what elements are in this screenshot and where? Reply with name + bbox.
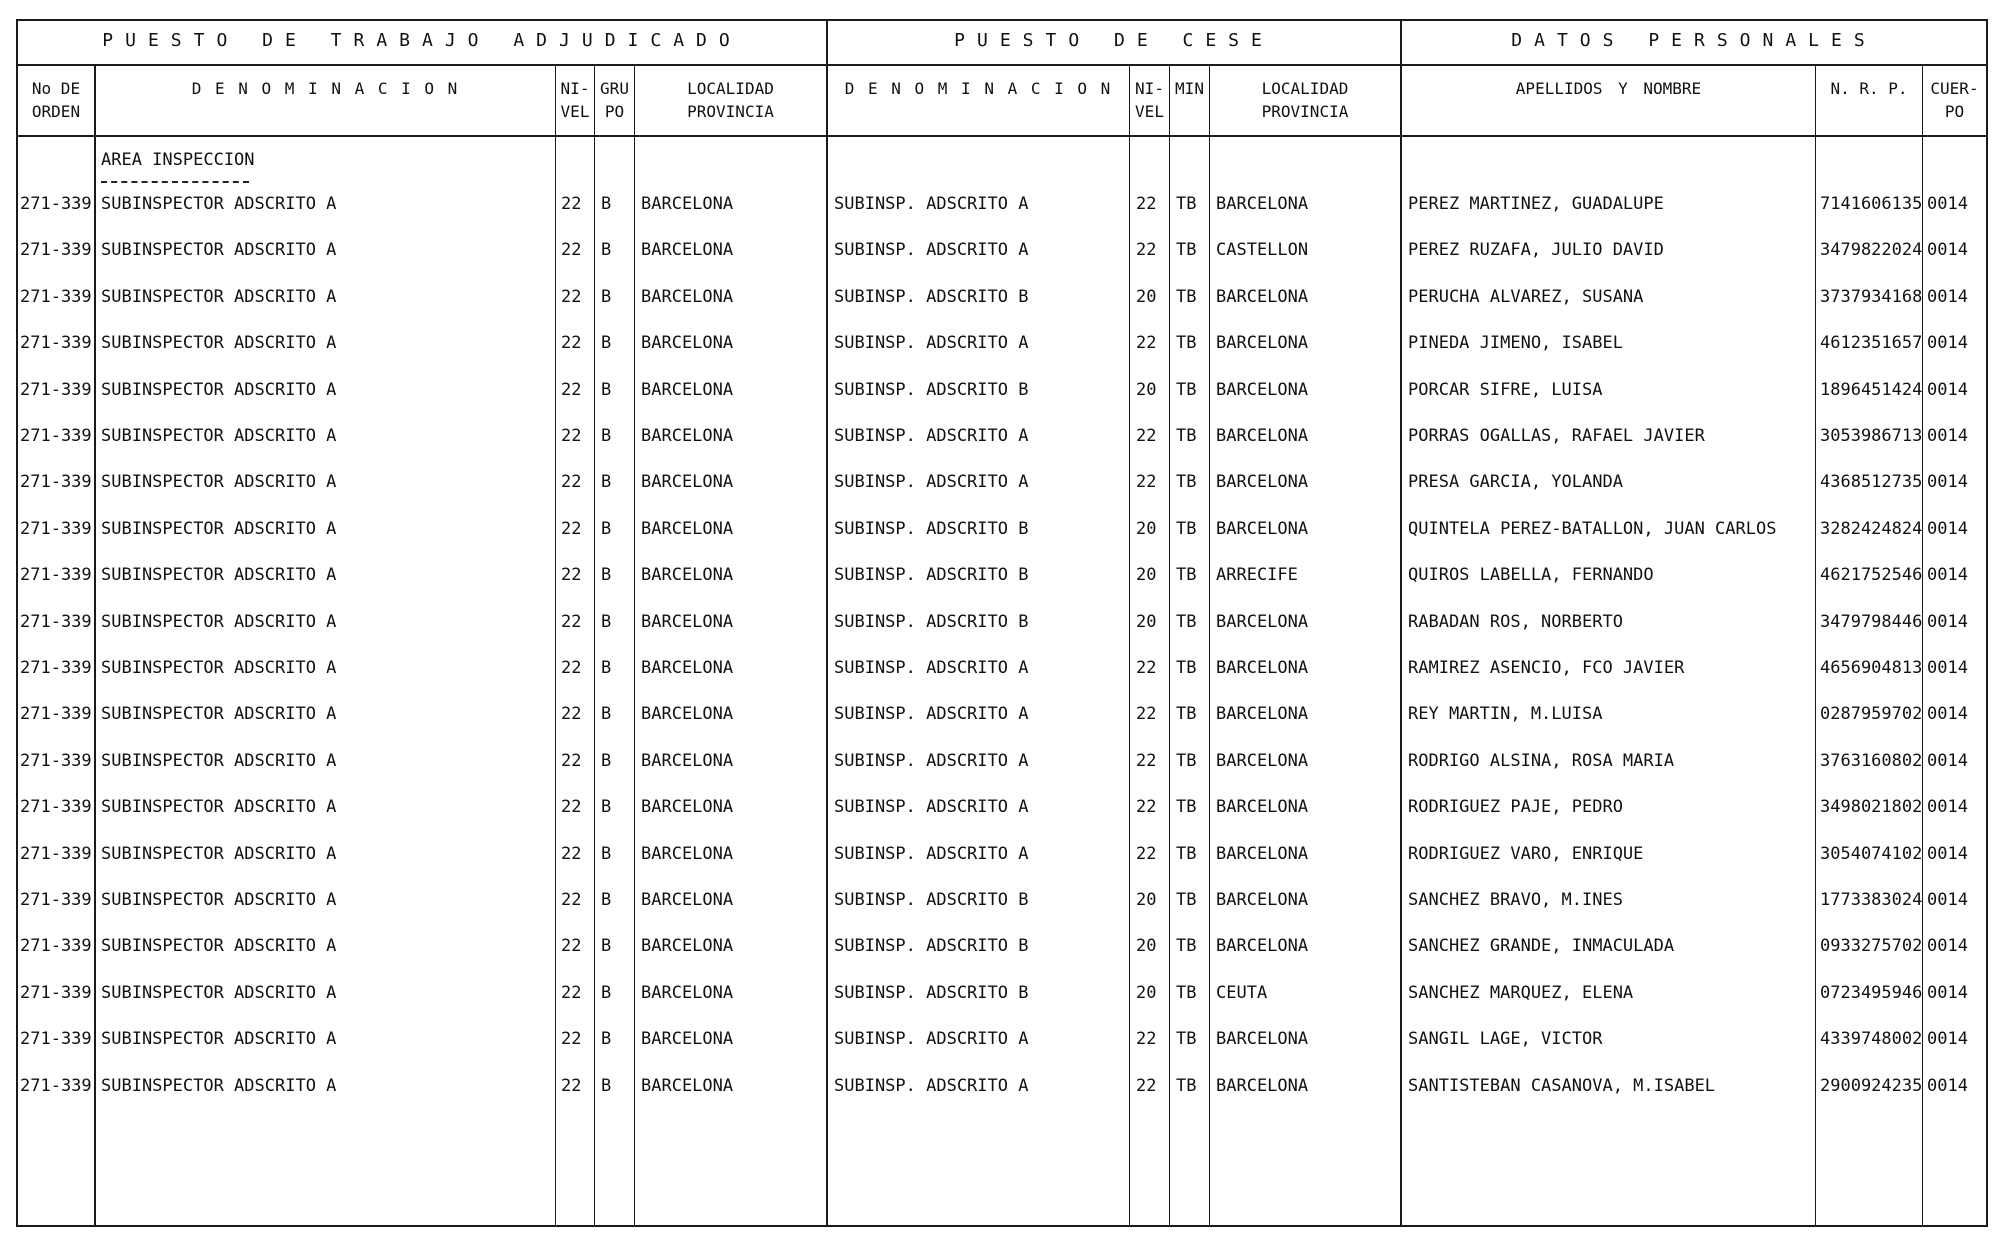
cell-nombre: PORCAR SIFRE, LUISA xyxy=(1408,380,1603,400)
cell-localidad: BARCELONA xyxy=(641,194,734,214)
cell-denominacion: SUBINSPECTOR ADSCRITO A xyxy=(101,472,337,492)
column-header-divider xyxy=(16,135,1988,137)
cell-localidad-cese: BARCELONA xyxy=(1216,1029,1309,1049)
cell-orden: 271-339 xyxy=(20,612,92,632)
cell-min: TB xyxy=(1176,704,1197,724)
cell-denominacion: SUBINSPECTOR ADSCRITO A xyxy=(101,890,337,910)
header-localidad-adjudicado-line2: PROVINCIA xyxy=(687,102,774,121)
cell-nivel: 22 xyxy=(561,380,582,400)
cell-nivel: 22 xyxy=(561,333,582,353)
header-nrp: N. R. P. xyxy=(1830,79,1908,98)
cell-nivel-cese: 20 xyxy=(1136,890,1157,910)
cell-grupo: B xyxy=(601,983,612,1003)
cell-orden: 271-339 xyxy=(20,844,92,864)
cell-min: TB xyxy=(1176,287,1197,307)
cell-nombre: SANCHEZ GRANDE, INMACULADA xyxy=(1408,936,1675,956)
cell-nrp: 3498021802 xyxy=(1820,797,1923,817)
cell-cuerpo: 0014 xyxy=(1927,797,1968,817)
cell-nombre: PRESA GARCIA, YOLANDA xyxy=(1408,472,1623,492)
cell-localidad: BARCELONA xyxy=(641,333,734,353)
cell-nombre: SANGIL LAGE, VICTOR xyxy=(1408,1029,1603,1049)
col-divider-group-personales xyxy=(1400,19,1402,1227)
cell-localidad: BARCELONA xyxy=(641,1076,734,1096)
cell-orden: 271-339 xyxy=(20,1029,92,1049)
header-localidad-cese-line2: PROVINCIA xyxy=(1261,102,1349,121)
cell-localidad-cese: BARCELONA xyxy=(1216,380,1309,400)
cell-nivel-cese: 20 xyxy=(1136,380,1157,400)
cell-nivel: 22 xyxy=(561,704,582,724)
header-grupo-line2: PO xyxy=(604,102,625,121)
cell-cuerpo: 0014 xyxy=(1927,983,1968,1003)
cell-nivel-cese: 22 xyxy=(1136,1029,1157,1049)
header-localidad-cese-line1: LOCALIDAD xyxy=(1261,79,1349,98)
cell-nivel-cese: 22 xyxy=(1136,658,1157,678)
cell-denominacion: SUBINSPECTOR ADSCRITO A xyxy=(101,565,337,585)
cell-nrp: 4339748002 xyxy=(1820,1029,1923,1049)
cell-min: TB xyxy=(1176,426,1197,446)
cell-localidad: BARCELONA xyxy=(641,936,734,956)
cell-min: TB xyxy=(1176,983,1197,1003)
cell-localidad: BARCELONA xyxy=(641,704,734,724)
group-header-adjudicado: PUESTO DE TRABAJO ADJUDICADO xyxy=(102,30,742,51)
cell-nivel: 22 xyxy=(561,612,582,632)
cell-nombre: PEREZ RUZAFA, JULIO DAVID xyxy=(1408,240,1664,260)
header-cuerpo-line2: PO xyxy=(1944,102,1965,121)
cell-nivel-cese: 20 xyxy=(1136,983,1157,1003)
cell-localidad: BARCELONA xyxy=(641,565,734,585)
cell-nivel-cese: 22 xyxy=(1136,797,1157,817)
cell-orden: 271-339 xyxy=(20,936,92,956)
section-label-area: AREA INSPECCION xyxy=(101,150,255,170)
cell-cuerpo: 0014 xyxy=(1927,565,1968,585)
cell-localidad: BARCELONA xyxy=(641,380,734,400)
cell-localidad-cese: BARCELONA xyxy=(1216,751,1309,771)
cell-localidad-cese: BARCELONA xyxy=(1216,519,1309,539)
cell-min: TB xyxy=(1176,194,1197,214)
group-header-personales: DATOS PERSONALES xyxy=(1511,30,1877,51)
cell-localidad: BARCELONA xyxy=(641,240,734,260)
col-divider-orden xyxy=(94,64,96,1227)
cell-cuerpo: 0014 xyxy=(1927,751,1968,771)
header-no-orden-line1: No DE xyxy=(31,79,81,98)
cell-denominacion-cese: SUBINSP. ADSCRITO B xyxy=(834,287,1029,307)
col-divider-nivel-cese xyxy=(1169,64,1170,1227)
cell-orden: 271-339 xyxy=(20,658,92,678)
cell-denominacion-cese: SUBINSP. ADSCRITO B xyxy=(834,983,1029,1003)
cell-nivel-cese: 20 xyxy=(1136,612,1157,632)
cell-grupo: B xyxy=(601,844,612,864)
cell-orden: 271-339 xyxy=(20,333,92,353)
cell-localidad-cese: BARCELONA xyxy=(1216,194,1309,214)
cell-denominacion-cese: SUBINSP. ADSCRITO A xyxy=(834,751,1029,771)
cell-cuerpo: 0014 xyxy=(1927,380,1968,400)
cell-denominacion: SUBINSPECTOR ADSCRITO A xyxy=(101,751,337,771)
cell-grupo: B xyxy=(601,426,612,446)
cell-nivel: 22 xyxy=(561,472,582,492)
cell-denominacion-cese: SUBINSP. ADSCRITO B xyxy=(834,890,1029,910)
cell-min: TB xyxy=(1176,333,1197,353)
group-header-cese: PUESTO DE CESE xyxy=(954,30,1274,51)
cell-nivel: 22 xyxy=(561,240,582,260)
cell-localidad-cese: BARCELONA xyxy=(1216,936,1309,956)
cell-localidad: BARCELONA xyxy=(641,472,734,492)
header-denominacion-cese: D E N O M I N A C I O N xyxy=(844,79,1113,98)
cell-localidad: BARCELONA xyxy=(641,890,734,910)
cell-nrp: 0287959702 xyxy=(1820,704,1923,724)
cell-cuerpo: 0014 xyxy=(1927,240,1968,260)
cell-denominacion: SUBINSPECTOR ADSCRITO A xyxy=(101,426,337,446)
cell-nrp: 3054074102 xyxy=(1820,844,1923,864)
cell-grupo: B xyxy=(601,612,612,632)
cell-nrp: 3479798446 xyxy=(1820,612,1923,632)
cell-nivel-cese: 22 xyxy=(1136,1076,1157,1096)
cell-nombre: PERUCHA ALVAREZ, SUSANA xyxy=(1408,287,1644,307)
cell-min: TB xyxy=(1176,519,1197,539)
header-cuerpo-line1: CUER- xyxy=(1930,79,1979,98)
cell-cuerpo: 0014 xyxy=(1927,333,1968,353)
cell-min: TB xyxy=(1176,797,1197,817)
cell-denominacion: SUBINSPECTOR ADSCRITO A xyxy=(101,287,337,307)
cell-grupo: B xyxy=(601,380,612,400)
cell-denominacion: SUBINSPECTOR ADSCRITO A xyxy=(101,240,337,260)
cell-denominacion-cese: SUBINSP. ADSCRITO A xyxy=(834,472,1029,492)
cell-grupo: B xyxy=(601,333,612,353)
cell-nombre: RODRIGO ALSINA, ROSA MARIA xyxy=(1408,751,1675,771)
cell-nivel-cese: 22 xyxy=(1136,472,1157,492)
cell-denominacion: SUBINSPECTOR ADSCRITO A xyxy=(101,1076,337,1096)
cell-nivel-cese: 20 xyxy=(1136,936,1157,956)
cell-orden: 271-339 xyxy=(20,519,92,539)
cell-denominacion-cese: SUBINSP. ADSCRITO B xyxy=(834,936,1029,956)
cell-nrp: 3763160802 xyxy=(1820,751,1923,771)
cell-grupo: B xyxy=(601,240,612,260)
cell-orden: 271-339 xyxy=(20,287,92,307)
cell-cuerpo: 0014 xyxy=(1927,612,1968,632)
cell-cuerpo: 0014 xyxy=(1927,426,1968,446)
table-top-border xyxy=(16,19,1988,21)
cell-denominacion: SUBINSPECTOR ADSCRITO A xyxy=(101,844,337,864)
cell-localidad-cese: BARCELONA xyxy=(1216,704,1309,724)
cell-nivel: 22 xyxy=(561,890,582,910)
cell-localidad: BARCELONA xyxy=(641,1029,734,1049)
cell-nrp: 3479822024 xyxy=(1820,240,1923,260)
cell-localidad: BARCELONA xyxy=(641,751,734,771)
cell-cuerpo: 0014 xyxy=(1927,936,1968,956)
header-nivel-line1: NI- xyxy=(560,79,590,98)
cell-nivel: 22 xyxy=(561,287,582,307)
header-localidad-adjudicado-line1: LOCALIDAD xyxy=(687,79,774,98)
cell-denominacion-cese: SUBINSP. ADSCRITO B xyxy=(834,565,1029,585)
cell-orden: 271-339 xyxy=(20,194,92,214)
cell-denominacion: SUBINSPECTOR ADSCRITO A xyxy=(101,983,337,1003)
cell-nivel: 22 xyxy=(561,565,582,585)
cell-nivel: 22 xyxy=(561,797,582,817)
cell-nombre: RODRIGUEZ VARO, ENRIQUE xyxy=(1408,844,1644,864)
cell-grupo: B xyxy=(601,472,612,492)
cell-denominacion-cese: SUBINSP. ADSCRITO B xyxy=(834,380,1029,400)
cell-orden: 271-339 xyxy=(20,240,92,260)
cell-nrp: 4656904813 xyxy=(1820,658,1923,678)
cell-denominacion: SUBINSPECTOR ADSCRITO A xyxy=(101,194,337,214)
cell-orden: 271-339 xyxy=(20,751,92,771)
cell-grupo: B xyxy=(601,704,612,724)
table-bottom-border xyxy=(16,1225,1988,1227)
cell-nivel: 22 xyxy=(561,426,582,446)
cell-nombre: QUIROS LABELLA, FERNANDO xyxy=(1408,565,1654,585)
cell-min: TB xyxy=(1176,612,1197,632)
cell-localidad-cese: BARCELONA xyxy=(1216,333,1309,353)
cell-min: TB xyxy=(1176,1029,1197,1049)
cell-cuerpo: 0014 xyxy=(1927,1029,1968,1049)
cell-localidad: BARCELONA xyxy=(641,797,734,817)
cell-nrp: 0933275702 xyxy=(1820,936,1923,956)
cell-localidad-cese: CASTELLON xyxy=(1216,240,1309,260)
cell-nivel: 22 xyxy=(561,1076,582,1096)
cell-nrp: 3737934168 xyxy=(1820,287,1923,307)
cell-min: TB xyxy=(1176,380,1197,400)
cell-denominacion: SUBINSPECTOR ADSCRITO A xyxy=(101,658,337,678)
cell-orden: 271-339 xyxy=(20,890,92,910)
cell-grupo: B xyxy=(601,1029,612,1049)
cell-cuerpo: 0014 xyxy=(1927,287,1968,307)
cell-min: TB xyxy=(1176,1076,1197,1096)
cell-nivel: 22 xyxy=(561,1029,582,1049)
cell-grupo: B xyxy=(601,519,612,539)
cell-min: TB xyxy=(1176,240,1197,260)
cell-localidad: BARCELONA xyxy=(641,519,734,539)
cell-cuerpo: 0014 xyxy=(1927,1076,1968,1096)
cell-nrp: 4368512735 xyxy=(1820,472,1923,492)
cell-nrp: 3053986713 xyxy=(1820,426,1923,446)
cell-denominacion: SUBINSPECTOR ADSCRITO A xyxy=(101,1029,337,1049)
cell-orden: 271-339 xyxy=(20,380,92,400)
cell-nivel-cese: 20 xyxy=(1136,287,1157,307)
cell-min: TB xyxy=(1176,658,1197,678)
cell-localidad-cese: BARCELONA xyxy=(1216,472,1309,492)
cell-localidad: BARCELONA xyxy=(641,983,734,1003)
cell-grupo: B xyxy=(601,797,612,817)
cell-nivel-cese: 22 xyxy=(1136,751,1157,771)
header-nivel-cese-line1: NI- xyxy=(1135,79,1164,98)
cell-grupo: B xyxy=(601,936,612,956)
cell-nivel-cese: 22 xyxy=(1136,704,1157,724)
cell-orden: 271-339 xyxy=(20,704,92,724)
cell-min: TB xyxy=(1176,751,1197,771)
cell-localidad-cese: BARCELONA xyxy=(1216,1076,1309,1096)
cell-nivel-cese: 20 xyxy=(1136,565,1157,585)
cell-min: TB xyxy=(1176,890,1197,910)
cell-nrp: 7141606135 xyxy=(1820,194,1923,214)
cell-denominacion-cese: SUBINSP. ADSCRITO A xyxy=(834,704,1029,724)
cell-denominacion: SUBINSPECTOR ADSCRITO A xyxy=(101,704,337,724)
col-divider-nrp xyxy=(1922,64,1923,1227)
cell-nombre: RAMIREZ ASENCIO, FCO JAVIER xyxy=(1408,658,1685,678)
cell-denominacion-cese: SUBINSP. ADSCRITO A xyxy=(834,1029,1029,1049)
header-denominacion-adjudicado: D E N O M I N A C I O N xyxy=(191,79,460,98)
col-divider-grupo xyxy=(634,64,635,1227)
cell-localidad-cese: BARCELONA xyxy=(1216,612,1309,632)
cell-localidad: BARCELONA xyxy=(641,844,734,864)
cell-orden: 271-339 xyxy=(20,472,92,492)
cell-nrp: 4621752546 xyxy=(1820,565,1923,585)
cell-nivel: 22 xyxy=(561,519,582,539)
cell-denominacion: SUBINSPECTOR ADSCRITO A xyxy=(101,519,337,539)
section-label-underline xyxy=(101,181,249,183)
cell-nivel: 22 xyxy=(561,751,582,771)
cell-localidad-cese: BARCELONA xyxy=(1216,844,1309,864)
cell-cuerpo: 0014 xyxy=(1927,890,1968,910)
cell-denominacion-cese: SUBINSP. ADSCRITO A xyxy=(834,426,1029,446)
cell-localidad-cese: BARCELONA xyxy=(1216,287,1309,307)
cell-cuerpo: 0014 xyxy=(1927,194,1968,214)
cell-nivel-cese: 22 xyxy=(1136,844,1157,864)
cell-cuerpo: 0014 xyxy=(1927,658,1968,678)
cell-nrp: 0723495946 xyxy=(1820,983,1923,1003)
cell-denominacion: SUBINSPECTOR ADSCRITO A xyxy=(101,612,337,632)
cell-nivel: 22 xyxy=(561,658,582,678)
cell-localidad-cese: BARCELONA xyxy=(1216,426,1309,446)
col-divider-min xyxy=(1209,64,1210,1227)
cell-grupo: B xyxy=(601,890,612,910)
cell-cuerpo: 0014 xyxy=(1927,844,1968,864)
cell-grupo: B xyxy=(601,751,612,771)
cell-denominacion: SUBINSPECTOR ADSCRITO A xyxy=(101,797,337,817)
header-apellidos-nombre: APELLIDOS Y NOMBRE xyxy=(1515,79,1702,98)
cell-localidad: BARCELONA xyxy=(641,612,734,632)
header-no-orden-line2: ORDEN xyxy=(31,102,81,121)
cell-min: TB xyxy=(1176,565,1197,585)
cell-nivel-cese: 20 xyxy=(1136,519,1157,539)
cell-nivel-cese: 22 xyxy=(1136,333,1157,353)
cell-localidad-cese: ARRECIFE xyxy=(1216,565,1298,585)
cell-cuerpo: 0014 xyxy=(1927,704,1968,724)
cell-min: TB xyxy=(1176,936,1197,956)
cell-nivel-cese: 22 xyxy=(1136,194,1157,214)
col-divider-denom xyxy=(555,64,556,1227)
cell-nrp: 1896451424 xyxy=(1820,380,1923,400)
cell-nrp: 1773383024 xyxy=(1820,890,1923,910)
cell-orden: 271-339 xyxy=(20,565,92,585)
cell-min: TB xyxy=(1176,472,1197,492)
cell-cuerpo: 0014 xyxy=(1927,519,1968,539)
cell-denominacion: SUBINSPECTOR ADSCRITO A xyxy=(101,936,337,956)
cell-denominacion-cese: SUBINSP. ADSCRITO B xyxy=(834,612,1029,632)
cell-denominacion-cese: SUBINSP. ADSCRITO A xyxy=(834,844,1029,864)
cell-nombre: QUINTELA PEREZ-BATALLON, JUAN CARLOS xyxy=(1408,519,1777,539)
cell-localidad-cese: BARCELONA xyxy=(1216,797,1309,817)
cell-denominacion-cese: SUBINSP. ADSCRITO A xyxy=(834,797,1029,817)
left-border xyxy=(16,19,18,1227)
cell-denominacion-cese: SUBINSP. ADSCRITO A xyxy=(834,1076,1029,1096)
cell-nombre: SANTISTEBAN CASANOVA, M.ISABEL xyxy=(1408,1076,1716,1096)
cell-nombre: SANCHEZ MARQUEZ, ELENA xyxy=(1408,983,1634,1003)
cell-localidad-cese: BARCELONA xyxy=(1216,890,1309,910)
cell-denominacion-cese: SUBINSP. ADSCRITO A xyxy=(834,240,1029,260)
cell-localidad-cese: CEUTA xyxy=(1216,983,1268,1003)
cell-orden: 271-339 xyxy=(20,426,92,446)
cell-nombre: RABADAN ROS, NORBERTO xyxy=(1408,612,1623,632)
cell-nombre: RODRIGUEZ PAJE, PEDRO xyxy=(1408,797,1623,817)
cell-denominacion: SUBINSPECTOR ADSCRITO A xyxy=(101,333,337,353)
col-divider-nombre xyxy=(1815,64,1816,1227)
col-divider-group-cese xyxy=(826,19,828,1227)
cell-orden: 271-339 xyxy=(20,1076,92,1096)
cell-orden: 271-339 xyxy=(20,983,92,1003)
cell-localidad-cese: BARCELONA xyxy=(1216,658,1309,678)
cell-nivel-cese: 22 xyxy=(1136,426,1157,446)
header-nivel-cese-line2: VEL xyxy=(1135,102,1164,121)
cell-grupo: B xyxy=(601,194,612,214)
col-divider-denom-cese xyxy=(1129,64,1130,1227)
cell-min: TB xyxy=(1176,844,1197,864)
right-border xyxy=(1986,19,1988,1227)
cell-denominacion-cese: SUBINSP. ADSCRITO B xyxy=(834,519,1029,539)
cell-grupo: B xyxy=(601,658,612,678)
cell-nombre: PORRAS OGALLAS, RAFAEL JAVIER xyxy=(1408,426,1705,446)
header-min: MIN xyxy=(1175,79,1204,98)
header-grupo-line1: GRU xyxy=(600,79,629,98)
cell-localidad: BARCELONA xyxy=(641,287,734,307)
cell-grupo: B xyxy=(601,565,612,585)
cell-grupo: B xyxy=(601,1076,612,1096)
cell-nivel: 22 xyxy=(561,936,582,956)
cell-denominacion: SUBINSPECTOR ADSCRITO A xyxy=(101,380,337,400)
cell-denominacion-cese: SUBINSP. ADSCRITO A xyxy=(834,658,1029,678)
cell-denominacion-cese: SUBINSP. ADSCRITO A xyxy=(834,333,1029,353)
header-nivel-line2: VEL xyxy=(560,102,590,121)
cell-nrp: 2900924235 xyxy=(1820,1076,1923,1096)
cell-localidad: BARCELONA xyxy=(641,426,734,446)
cell-nombre: PEREZ MARTINEZ, GUADALUPE xyxy=(1408,194,1664,214)
cell-nombre: PINEDA JIMENO, ISABEL xyxy=(1408,333,1623,353)
group-header-divider xyxy=(16,64,1988,66)
cell-orden: 271-339 xyxy=(20,797,92,817)
cell-nrp: 3282424824 xyxy=(1820,519,1923,539)
cell-denominacion-cese: SUBINSP. ADSCRITO A xyxy=(834,194,1029,214)
cell-cuerpo: 0014 xyxy=(1927,472,1968,492)
cell-nivel-cese: 22 xyxy=(1136,240,1157,260)
cell-nivel: 22 xyxy=(561,983,582,1003)
cell-localidad: BARCELONA xyxy=(641,658,734,678)
cell-nrp: 4612351657 xyxy=(1820,333,1923,353)
cell-nombre: SANCHEZ BRAVO, M.INES xyxy=(1408,890,1623,910)
cell-grupo: B xyxy=(601,287,612,307)
cell-nivel: 22 xyxy=(561,194,582,214)
cell-nombre: REY MARTIN, M.LUISA xyxy=(1408,704,1603,724)
cell-nivel: 22 xyxy=(561,844,582,864)
col-divider-nivel xyxy=(594,64,595,1227)
